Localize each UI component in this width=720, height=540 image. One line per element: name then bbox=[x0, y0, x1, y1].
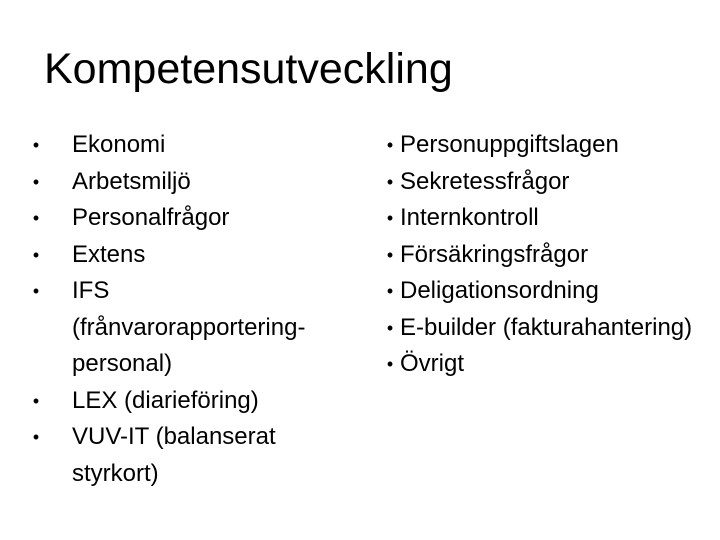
list-item bbox=[380, 237, 710, 274]
bullet-icon: • bbox=[386, 135, 394, 155]
list-item-text: Övrigt bbox=[400, 350, 465, 377]
list-item-text: Personuppgiftslagen bbox=[400, 131, 619, 158]
bullet-icon: • bbox=[32, 208, 40, 228]
bullet-icon: • bbox=[386, 354, 394, 374]
list-item-text: Arbetsmiljö bbox=[72, 167, 191, 195]
list-item bbox=[26, 273, 346, 383]
bullet-icon: • bbox=[32, 171, 40, 192]
bullet-icon: • bbox=[386, 281, 394, 301]
bullet-icon: • bbox=[32, 390, 40, 411]
bullet-icon: • bbox=[32, 427, 40, 447]
slide-title: Kompetensutveckling bbox=[44, 45, 453, 93]
list-item bbox=[380, 127, 710, 164]
list-item bbox=[26, 383, 346, 420]
list-item bbox=[380, 273, 710, 310]
list-item bbox=[380, 346, 710, 383]
right-bullet-list bbox=[380, 127, 710, 383]
left-bullet-list bbox=[26, 127, 346, 492]
bullet-icon: • bbox=[32, 135, 40, 155]
list-item-text: Ekonomi bbox=[72, 131, 166, 158]
list-item bbox=[26, 127, 346, 164]
list-item-text: Försäkringsfrågor bbox=[400, 240, 589, 268]
list-item-text: Extens bbox=[72, 240, 146, 268]
list-item-text: Personalfrågor bbox=[72, 204, 230, 231]
list-item bbox=[26, 200, 346, 237]
bullet-icon: • bbox=[386, 208, 394, 228]
list-item-text: IFS (frånvarorapportering-personal) bbox=[72, 277, 306, 377]
list-item-text: E-builder (fakturahantering) bbox=[400, 313, 693, 341]
list-item-text: Internkontroll bbox=[400, 204, 539, 231]
list-item bbox=[26, 237, 346, 274]
list-item bbox=[26, 164, 346, 201]
list-item bbox=[380, 164, 710, 201]
list-item bbox=[380, 310, 710, 347]
bullet-icon: • bbox=[386, 317, 394, 338]
list-item-text: LEX (diarieföring) bbox=[72, 386, 259, 414]
bullet-icon: • bbox=[386, 244, 394, 265]
list-item bbox=[26, 419, 346, 492]
list-item-text: Deligationsordning bbox=[400, 277, 599, 304]
bullet-icon: • bbox=[32, 281, 40, 301]
list-item-text: VUV-IT (balanserat styrkort) bbox=[72, 423, 276, 487]
list-item-text: Sekretessfrågor bbox=[400, 167, 570, 195]
bullet-icon: • bbox=[32, 244, 40, 265]
bullet-icon: • bbox=[386, 171, 394, 192]
list-item bbox=[380, 200, 710, 237]
